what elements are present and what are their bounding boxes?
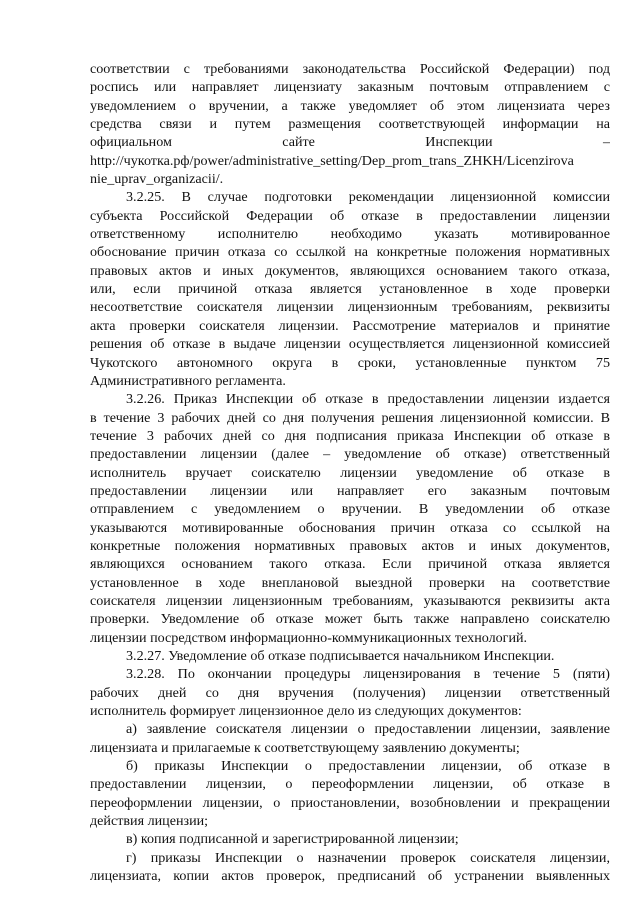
text-line: исполнитель формирует лицензионное дело из следующих документов: xyxy=(90,703,522,720)
text-line: исполнитель вручает соискателю лицензии уведомление об отказе в xyxy=(90,464,610,481)
document-body-text xyxy=(90,60,610,885)
text-line: рабочих дней со дня вручения (получения) лицензии ответственный xyxy=(90,684,610,701)
text-line: субъекта Российской Федерации об отказе в предоставлении лицензии xyxy=(90,207,610,224)
paragraph-p-3-2-26 xyxy=(90,390,610,647)
text-line: 3.2.28. По окончании процедуры лицензирования в течение 5 (пяти) xyxy=(126,666,610,683)
text-line: 3.2.25. В случае подготовки рекомендации лицензионной комиссии xyxy=(126,189,610,206)
paragraph-p-item-a xyxy=(90,720,610,757)
text-line: предоставлении лицензии (далее – уведомление об отказе) ответственный xyxy=(90,446,610,463)
text-line: отправлением с уведомлением о вручении. В уведомлении об отказе xyxy=(90,501,610,518)
paragraph-p-item-v xyxy=(90,830,610,848)
text-line: в) копия подписанной и зарегистрированной лицензии; xyxy=(126,831,459,848)
text-line: ответственному исполнителю необходимо указать мотивированное xyxy=(90,226,610,243)
text-line: г) приказы Инспекции о назначении проверок соискателя лицензии, xyxy=(126,849,610,866)
text-line: уведомлением о вручении, а также уведомляет об этом лицензиата через xyxy=(90,97,610,114)
text-line: соискателя лицензии лицензионным требованиям, указываются реквизиты акта xyxy=(90,592,610,609)
text-line: действия лицензии; xyxy=(90,813,209,830)
text-line: 3.2.27. Уведомление об отказе подписывается начальником Инспекции. xyxy=(126,648,555,664)
paragraph-p-3-2-25 xyxy=(90,188,610,390)
text-line: б) приказы Инспекции о предоставлении лицензии, об отказе в xyxy=(126,758,610,775)
text-line: несоответствие соискателя лицензии лицензионным требованиям, реквизиты xyxy=(90,299,610,316)
text-line: Чукотского автономного округа в сроки, установленные пунктом 75 xyxy=(90,354,610,371)
text-line: лицензиата и прилагаемые к соответствующему заявлению документы; xyxy=(90,739,520,756)
text-line: Административного регламента. xyxy=(90,372,286,389)
paragraph-p-continuation xyxy=(90,60,610,188)
text-line: 3.2.26. Приказ Инспекции об отказе в предоставлении лицензии издается xyxy=(126,391,610,408)
text-line: средства связи и путем размещения соответствующей информации на xyxy=(90,116,610,133)
text-line: или, если причиной отказа является установленное в ходе проверки xyxy=(90,281,610,298)
text-line: указываются мотивированные обоснования причин отказа со ссылкой на xyxy=(90,519,610,536)
paragraph-p-3-2-27 xyxy=(90,647,610,665)
text-line: предоставлении лицензии, о переоформлении лицензии, об отказе в xyxy=(90,776,610,793)
text-line: роспись или направляет лицензиату заказным почтовым отправлением с xyxy=(90,79,610,96)
text-line: переоформлении лицензии, о приостановлении, возобновлении и прекращении xyxy=(90,794,610,811)
text-line: акта проверки соискателя лицензии. Рассмотрение материалов и принятие xyxy=(90,317,610,334)
text-line: http://чукотка.рф/power/administrative_setting/Dep_prom_trans_ZHKH/Licenzirova xyxy=(90,152,574,169)
text-line: обоснование причин отказа со ссылкой на конкретные положения нормативных xyxy=(90,244,610,261)
text-line: конкретные положения нормативных правовых актов и иных документов, xyxy=(90,537,610,554)
text-line: проверки. Уведомление об отказе может быть также направлено соискателю xyxy=(90,611,610,628)
text-line: правовых актов и иных документов, являющихся основанием такого отказа, xyxy=(90,262,610,279)
text-line: официальном сайте Инспекции – xyxy=(90,134,610,151)
text-line: решения об отказе в выдаче лицензии осуществляется лицензионной комиссией xyxy=(90,336,610,353)
text-line: лицензиата, копии актов проверок, предписаний об устранении выявленных xyxy=(90,868,610,885)
paragraph-p-item-g xyxy=(90,849,610,886)
text-line: лицензии посредством информационно-коммуникационных технологий. xyxy=(90,629,528,646)
text-line: а) заявление соискателя лицензии о предоставлении лицензии, заявление xyxy=(126,721,610,738)
paragraph-p-item-b xyxy=(90,757,610,830)
paragraph-p-3-2-28 xyxy=(90,665,610,720)
text-line: установленное в ходе внеплановой выездной проверки на соответствие xyxy=(90,574,610,591)
text-line: предоставлении лицензии или направляет его заказным почтовым xyxy=(90,482,610,499)
text-line: nie_uprav_organizacii/. xyxy=(90,171,224,188)
text-line: течение 3 рабочих дней со дня подписания приказа Инспекции об отказе в xyxy=(90,427,610,444)
text-line: соответствии с требованиями законодательства Российской Федерации) под xyxy=(90,61,610,77)
text-line: в течение 3 рабочих дней со дня получения решения лицензионной комиссии. В xyxy=(90,409,610,426)
text-line: являющихся основанием такого отказа. Если причиной отказа является xyxy=(90,556,610,573)
